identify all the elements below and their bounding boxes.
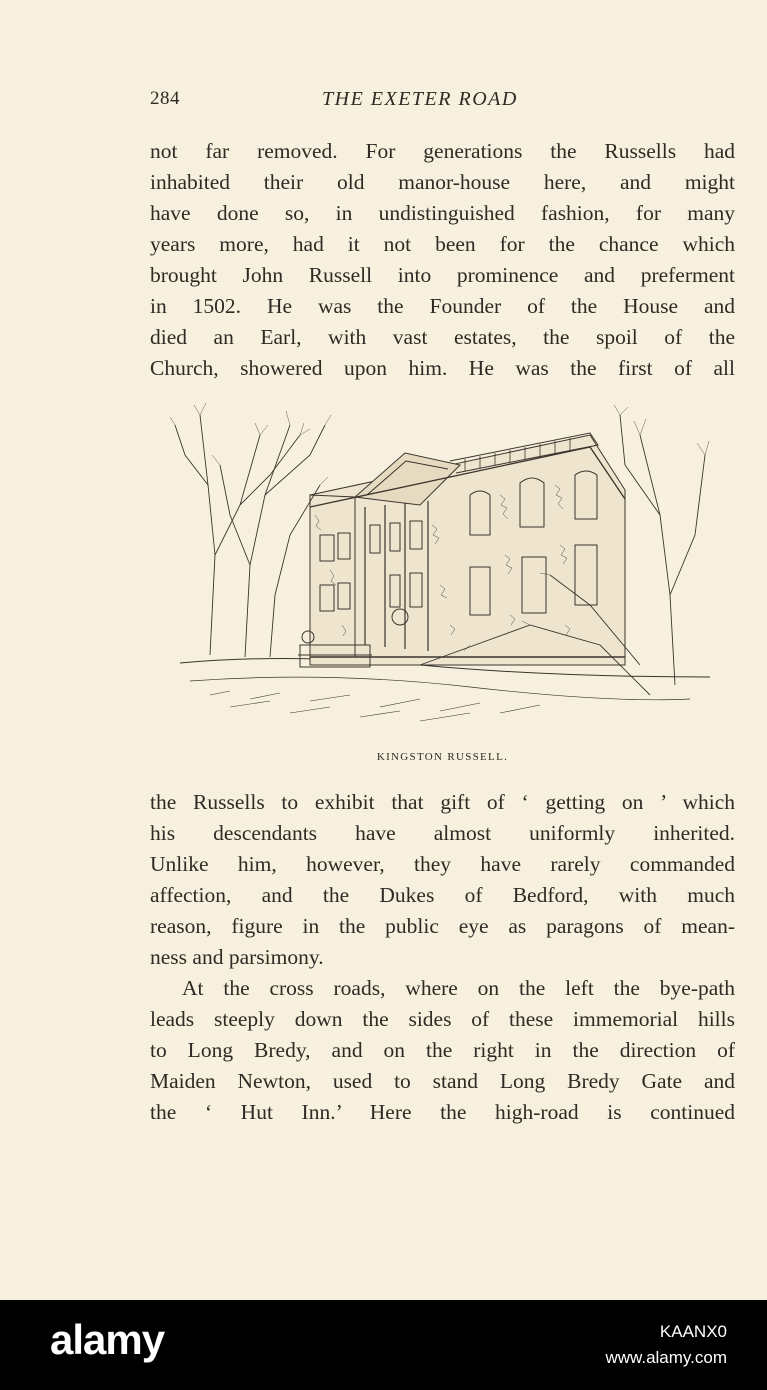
text-line: reason, figure in the public eye as paragons of mean- xyxy=(150,914,735,938)
text-line: in 1502. He was the Founder of the House and xyxy=(150,294,735,318)
text-line: inhabited their old manor-house here, and might xyxy=(150,170,735,194)
site-url: www.alamy.com xyxy=(605,1348,727,1367)
paragraph-1 xyxy=(150,136,735,384)
page-number: 284 xyxy=(150,88,180,109)
kingston-russell-engraving xyxy=(170,395,715,735)
illustration-caption: KINGSTON RUSSELL. xyxy=(376,751,509,763)
alamy-logo: alamy xyxy=(50,1316,165,1363)
text-line: ness and parsimony. xyxy=(150,945,324,969)
text-line: years more, had it not been for the chance which xyxy=(150,232,735,256)
text-line: affection, and the Dukes of Bedford, with much xyxy=(150,883,735,907)
text-line: the ‘ Hut Inn.’ Here the high-road is continued xyxy=(150,1100,735,1124)
text-line: leads steeply down the sides of these immemorial hills xyxy=(150,1007,735,1031)
text-line: Maiden Newton, used to stand Long Bredy Gate and xyxy=(150,1069,735,1093)
paragraph-2 xyxy=(150,787,735,973)
text-line: At the cross roads, where on the left the bye-path xyxy=(182,976,735,1000)
image-id: KAANX0 xyxy=(659,1322,727,1341)
text-line: his descendants have almost uniformly inherited. xyxy=(150,821,735,845)
text-line: died an Earl, with vast estates, the spoil of the xyxy=(150,325,735,349)
paragraph-3 xyxy=(150,973,735,1128)
text-line: Unlike him, however, they have rarely commanded xyxy=(150,852,735,876)
text-line: Church, showered upon him. He was the first of all xyxy=(150,356,735,380)
text-line: the Russells to exhibit that gift of ‘ getting on ’ which xyxy=(150,790,735,814)
text-line: to Long Bredy, and on the right in the direction of xyxy=(150,1038,735,1062)
text-line: not far removed. For generations the Russells had xyxy=(150,139,735,163)
text-line: have done so, in undistinguished fashion, for many xyxy=(150,201,735,225)
running-title: THE EXETER ROAD xyxy=(322,88,518,110)
running-head xyxy=(150,88,735,118)
text-line: brought John Russell into prominence and preferment xyxy=(150,263,735,287)
